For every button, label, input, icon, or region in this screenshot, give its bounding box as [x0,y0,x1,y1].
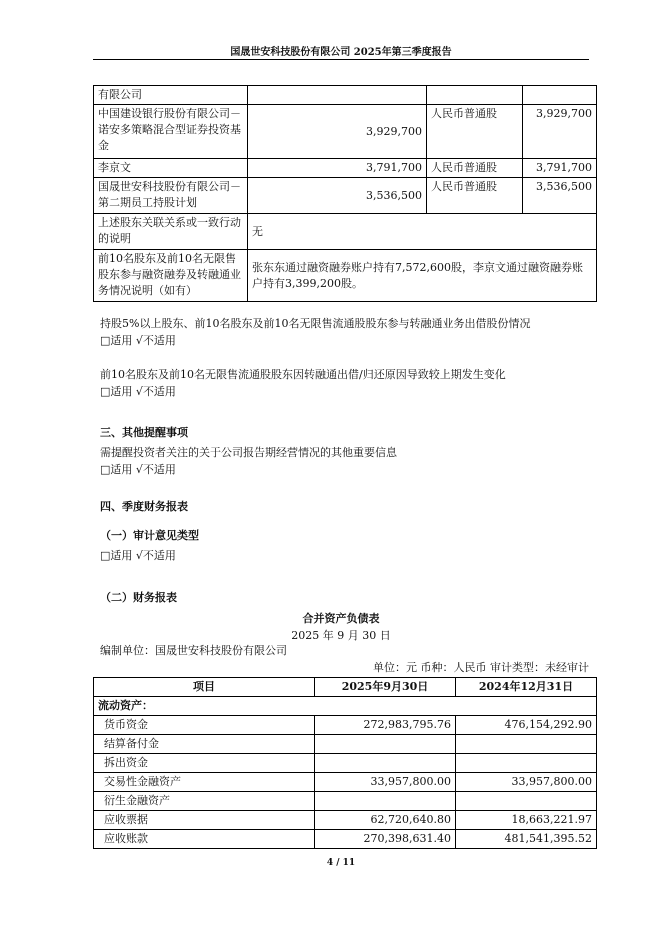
audit-heading: （一）审计意见类型 [100,529,199,542]
margin-label: 前10名股东及前10名无限售股东参与融资融券及转融通业务情况说明（如有） [94,250,248,302]
prior-value [456,754,597,773]
change-options: □适用 √不适用 [100,385,176,398]
balance-sheet-table [93,677,597,849]
section-4-heading: 四、季度财务报表 [100,500,188,513]
margin-value: 张东东通过融资融券账户持有7,572,600股，李京文通过融资融券账户持有3,399,200股。 [248,250,597,302]
line-item: 衍生金融资产 [94,792,315,811]
prior-value: 476,154,292.90 [456,716,597,735]
balance-sheet-title: 合并资产负债表 [302,612,380,625]
holder-shares [248,86,427,105]
section-3-heading: 三、其他提醒事项 [100,426,188,439]
prior-value: 33,957,800.00 [456,773,597,792]
report-header: 国晟世安科技股份有限公司 2025年第三季度报告 [230,47,452,58]
related-label: 上述股东关联关系或一致行动的说明 [94,214,248,250]
section-3-text: 需提醒投资者关注的关于公司报告期经营情况的其他重要信息 [100,446,397,459]
holder-shares: 3,791,700 [248,159,427,178]
preparer-company: 编制单位：国晟世安科技股份有限公司 [100,644,287,657]
lending-options: □适用 √不适用 [100,334,176,347]
share-type: 人民币普通股 [427,178,523,214]
column-header-item: 项目 [94,678,315,697]
share-type [427,86,523,105]
table-row [94,735,597,754]
table-row [94,214,597,250]
holder-name: 中国建设银行股份有限公司－诺安多策略混合型证券投资基金 [94,105,248,159]
current-value: 62,720,640.80 [315,811,456,830]
table-row [94,250,597,302]
line-item: 拆出资金 [94,754,315,773]
line-item: 应收账款 [94,830,315,849]
line-item: 结算备付金 [94,735,315,754]
units-note: 单位：元 币种：人民币 审计类型：未经审计 [373,661,589,674]
lending-title: 持股5%以上股东、前10名股东及前10名无限售流通股股东参与转融通业务出借股份情况 [100,317,531,330]
share-type: 人民币普通股 [427,159,523,178]
prior-value: 481,541,395.52 [456,830,597,849]
holder-name: 有限公司 [94,86,248,105]
holder-shares: 3,536,500 [248,178,427,214]
line-item: 货币资金 [94,716,315,735]
current-value [315,735,456,754]
share-count: 3,791,700 [523,159,597,178]
line-item: 交易性金融资产 [94,773,315,792]
current-value: 33,957,800.00 [315,773,456,792]
header-divider [93,59,589,60]
share-count [523,86,597,105]
financials-heading: （二）财务报表 [100,591,177,604]
table-row [94,773,597,792]
page-number: 4 / 11 [326,858,356,868]
section-label: 流动资产： [94,697,597,716]
shareholders-table [93,85,597,302]
table-row [94,830,597,849]
table-header-row [94,678,597,697]
table-row [94,86,597,105]
share-count: 3,929,700 [523,105,597,159]
table-row [94,792,597,811]
table-row [94,754,597,773]
share-type: 人民币普通股 [427,105,523,159]
current-value: 272,983,795.76 [315,716,456,735]
section-3-options: □适用 √不适用 [100,463,176,476]
table-row [94,159,597,178]
table-row [94,716,597,735]
current-value [315,754,456,773]
prior-value [456,735,597,754]
column-header-prior: 2024年12月31日 [456,678,597,697]
share-count: 3,536,500 [523,178,597,214]
balance-sheet-date: 2025 年 9 月 30 日 [291,629,391,642]
related-value: 无 [248,214,597,250]
table-row [94,178,597,214]
holder-shares: 3,929,700 [248,105,427,159]
table-row [94,105,597,159]
holder-name: 李京文 [94,159,248,178]
table-row [94,697,597,716]
current-value [315,792,456,811]
audit-options: □适用 √不适用 [100,549,176,562]
holder-name: 国晟世安科技股份有限公司－第二期员工持股计划 [94,178,248,214]
column-header-current: 2025年9月30日 [315,678,456,697]
prior-value [456,792,597,811]
change-title: 前10名股东及前10名无限售流通股股东因转融通出借/归还原因导致较上期发生变化 [100,368,506,381]
line-item: 应收票据 [94,811,315,830]
prior-value: 18,663,221.97 [456,811,597,830]
current-value: 270,398,631.40 [315,830,456,849]
table-row [94,811,597,830]
